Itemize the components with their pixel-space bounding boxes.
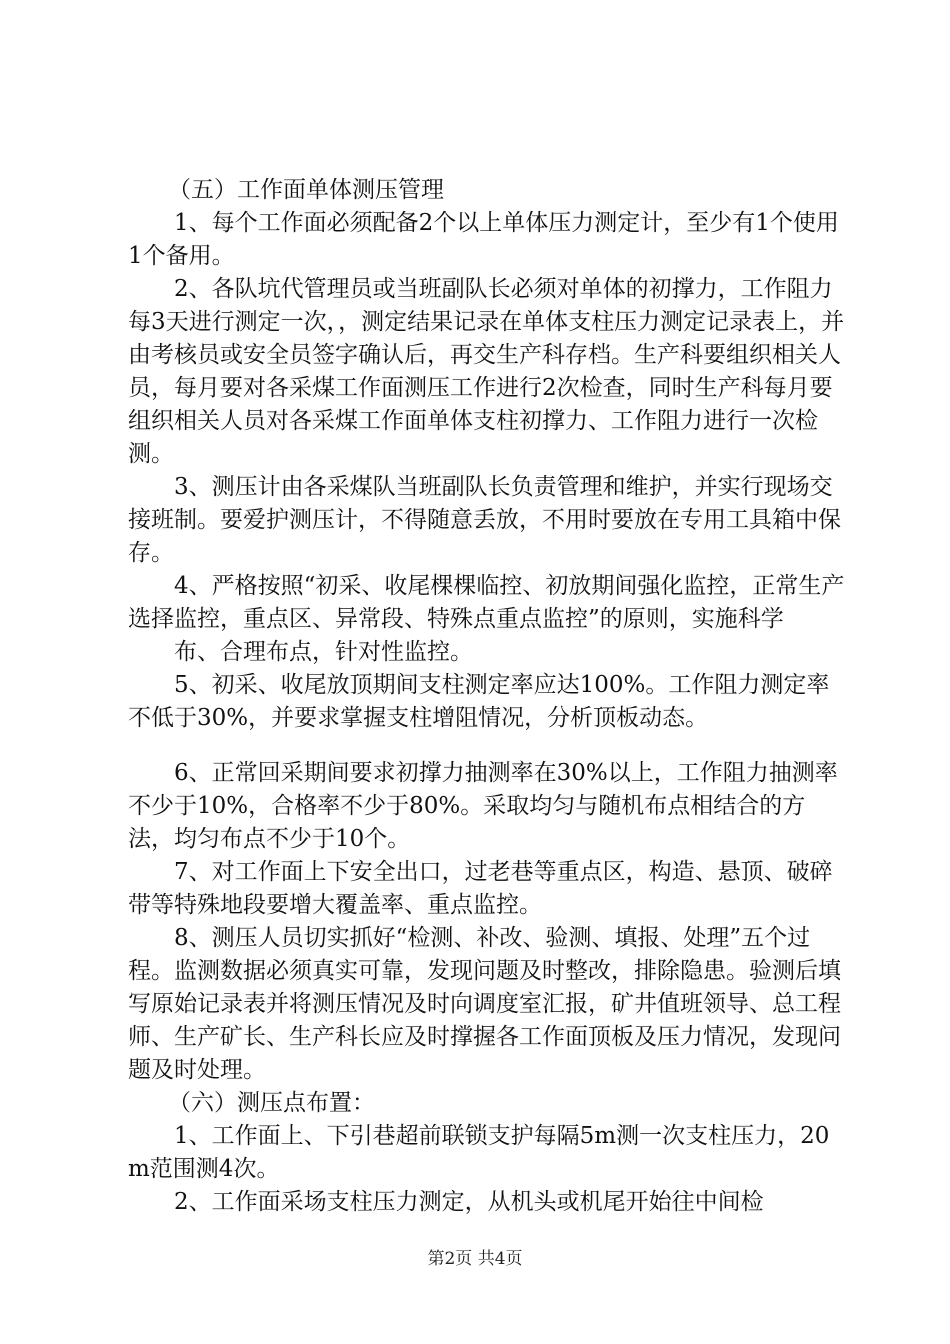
section-heading-5: （五）工作面单体测压管理: [168, 177, 444, 203]
paragraph-2: 2、各队坑代管理员或当班副队长必须对单体的初撑力，工作阻力每3天进行测定一次，，测定结果记录在单体支柱压力测定记录表上，并由考核员或安全员签字确认后，再交生产科存档。生产科要组织相关人员，每月要对各采煤工作面测压工作进行2次检查，同时生产科每月要组织相关人员对各采煤工作面单体支柱初撑力、工作阻力进行一次检测。: [128, 276, 845, 467]
paragraph-6: 6、正常回采期间要求初撑力抽测率在30%以上，工作阻力抽测率不少于10%，合格率不少于80%。采取均匀与随机布点相结合的方法，均匀布点不少于10个。: [128, 760, 838, 852]
paragraph-8: 8、测压人员切实抓好“检测、补改、验测、填报、处理”五个过程。监测数据必须真实可靠，发现问题及时整改，排除隐患。验测后填写原始记录表并将测压情况及时向调度室汇报，矿井值班领导、总工程师、生产矿长、生产科长应及时撑握各工作面顶板及压力情况，发现问题及时处理。: [128, 925, 841, 1083]
document-body: [128, 174, 848, 1219]
blank-line: [128, 735, 848, 757]
paragraph-3: 3、测压计由各采煤队当班副队长负责管理和维护，并实行现场交接班制。要爱护测压计，不得随意丢放，不用时要放在专用工具箱中保存。: [128, 474, 841, 566]
paragraph-5: 5、初采、收尾放顶期间支柱测定率应达100%。工作阻力测定率不低于30%，并要求掌握支柱增阻情况，分析顶板动态。: [128, 672, 830, 731]
paragraph-4: 4、严格按照“初采、收尾棵棵临控、初放期间强化监控，正常生产选择监控，重点区、异常段、特殊点重点监控”的原则，实施科学: [128, 573, 845, 632]
paragraph-1: 1、每个工作面必须配备2个以上单体压力测定计，至少有1个使用1个备用。: [128, 210, 839, 269]
section6-paragraph-2: 2、工作面采场支柱压力测定，从机头或机尾开始往中间检: [174, 1189, 764, 1215]
paragraph-4-continuation: 布、合理布点，针对性监控。: [174, 639, 473, 665]
section6-paragraph-1: 1、工作面上、下引巷超前联锁支护每隔5m测一次支柱压力，20m范围测4次。: [128, 1123, 830, 1182]
page-footer: 第2页 共4页: [427, 1249, 523, 1269]
section-heading-6: （六）测压点布置：: [168, 1090, 375, 1116]
paragraph-7: 7、对工作面上下安全出口，过老巷等重点区，构造、悬顶、破碎带等特殊地段要增大覆盖率、重点监控。: [128, 859, 833, 918]
